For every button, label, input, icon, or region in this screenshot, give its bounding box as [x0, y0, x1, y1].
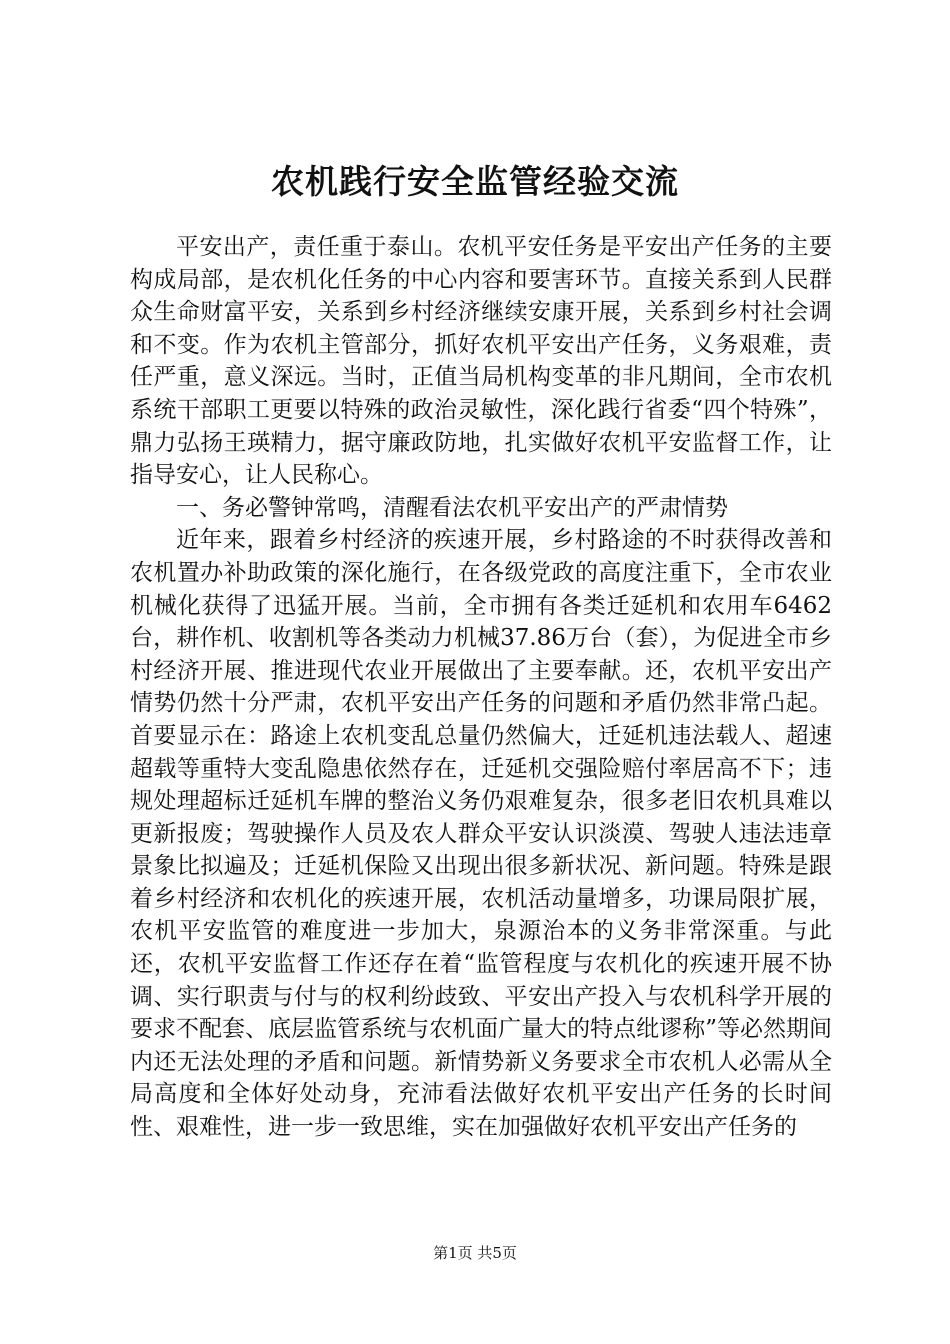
paragraph-situation: 近年来，跟着乡村经济的疾速开展，乡村路途的不时获得改善和农机置办补助政策的深化施行，在各级党政的高度注重下，全市农业机械化获得了迅猛开展。当前，全市拥有各类迁延机和农用车6462台，耕作机、收割机等各类动力机械37.86万台（套），为促进全市乡村经济开展、推进现代农业开展做出了主要奉献。还，农机平安出产情势仍然十分严肃，农机平安出产任务的问题和矛盾仍然非常凸起。首要显示在：路途上农机变乱总量仍然偏大，迁延机违法载人、超速超载等重特大变乱隐患依然存在，迁延机交强险赔付率居高不下；违规处理超标迁延机车牌的整治义务仍艰难复杂，很多老旧农机具难以更新报废；驾驶操作人员及农人群众平安认识淡漠、驾驶人违法违章景象比拟遍及；迁延机保险又出现出很多新状况、新问题。特殊是跟着乡村经济和农机化的疾速开展，农机活动量增多，功课局限扩展，农机平安监管的难度进一步加大，泉源治本的义务非常深重。与此还，农机平安监督工作还存在着“监管程度与农机化的疾速开展不协调、实行职责与付与的权利纷歧致、平安出产投入与农机科学开展的要求不配套、底层监管系统与农机面广量大的特点纰谬称”等必然期间内还无法处理的矛盾和问题。新情势新义务要求全市农机人必需从全局高度和全体好处动身，充沛看法做好农机平安出产任务的长时间性、艰难性，进一步一致思维，实在加强做好农机平安出产任务的 — [130, 527, 832, 1141]
section-heading-1: 一、务必警钟常鸣，清醒看法农机平安出产的严肃情势 — [176, 494, 728, 521]
paragraph-intro: 平安出产，责任重于泰山。农机平安任务是平安出产任务的主要构成局部，是农机化任务的中心内容和要害环节。直接关系到人民群众生命财富平安，关系到乡村经济继续安康开展，关系到乡村社会调和不变。作为农机主管部分，抓好农机平安出产任务，义务艰难，责任严重，意义深远。当时，正值当局机构变革的非凡期间，全市农机系统干部职工更要以特殊的政治灵敏性，深化践行省委“四个特殊”，鼎力弘扬王瑛精力，据守廉政防地，扎实做好农机平安监督工作，让指导安心，让人民称心。 — [130, 234, 832, 489]
document-title: 农机践行安全监管经验交流 — [271, 162, 679, 201]
page-number: 第1页 共5页 — [433, 1244, 517, 1262]
document-body — [130, 231, 832, 1144]
